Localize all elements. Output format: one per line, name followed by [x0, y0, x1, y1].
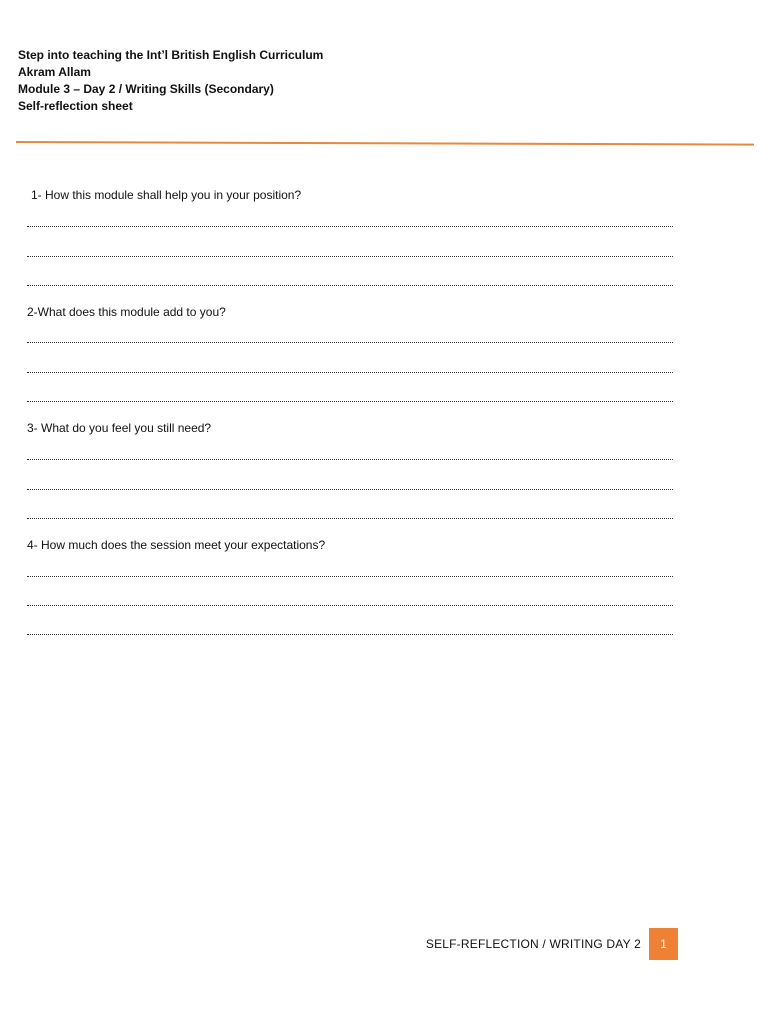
answer-line-2-1[interactable] — [27, 342, 673, 343]
answer-line-1-2[interactable] — [27, 256, 673, 257]
answer-line-3-2[interactable] — [27, 489, 673, 490]
answer-line-2-3[interactable] — [27, 401, 673, 402]
answer-line-3-1[interactable] — [27, 459, 673, 460]
answer-line-1-3[interactable] — [27, 285, 673, 286]
course-title: Step into teaching the Int’l British English Curriculum — [18, 48, 324, 62]
sheet-title: Self-reflection sheet — [18, 99, 133, 113]
question-2: 2-What does this module add to you? — [27, 305, 226, 319]
answer-line-4-3[interactable] — [27, 634, 673, 635]
answer-line-4-1[interactable] — [27, 576, 673, 577]
question-3: 3- What do you feel you still need? — [27, 421, 212, 435]
author-name: Akram Allam — [18, 65, 91, 79]
footer-label: SELF-REFLECTION / WRITING DAY 2 — [425, 937, 641, 951]
answer-line-3-3[interactable] — [27, 518, 673, 519]
answer-line-2-2[interactable] — [27, 372, 673, 373]
question-1: 1- How this module shall help you in your position? — [31, 188, 302, 202]
header-divider — [16, 141, 754, 146]
page-number-badge: 1 — [649, 928, 678, 960]
module-title: Module 3 – Day 2 / Writing Skills (Secondary) — [18, 82, 274, 96]
document-header — [18, 47, 323, 115]
question-4: 4- How much does the session meet your expectations? — [27, 538, 326, 552]
answer-line-4-2[interactable] — [27, 605, 673, 606]
answer-line-1-1[interactable] — [27, 226, 673, 227]
